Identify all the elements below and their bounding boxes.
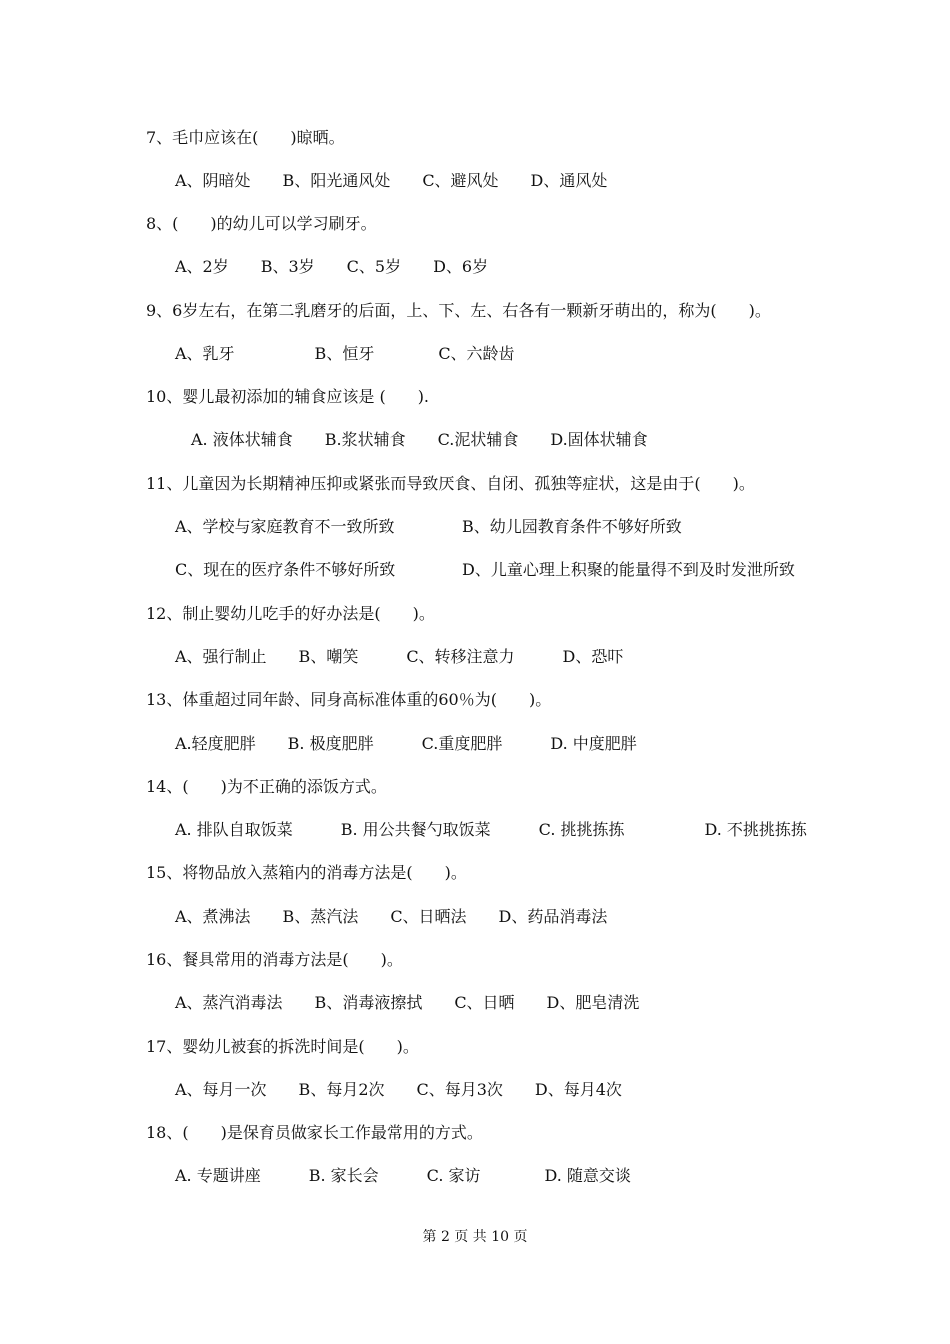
question-18-options: A. 专题讲座 B. 家长会 C. 家访 D. 随意交谈: [175, 1166, 631, 1185]
question-14-options: A. 排队自取饭菜 B. 用公共餐勺取饭菜 C. 挑挑拣拣 D. 不挑挑拣拣: [175, 820, 807, 839]
question-13-options: A.轻度肥胖 B. 极度肥胖 C.重度肥胖 D. 中度肥胖: [175, 734, 637, 753]
question-11-option-a: A、学校与家庭教育不一致所致: [175, 517, 395, 536]
question-16-options: A、蒸汽消毒法 B、消毒液擦拭 C、日晒 D、肥皂清洗: [175, 993, 640, 1012]
question-11-option-d: D、儿童心理上积聚的能量得不到及时发泄所致: [462, 560, 795, 579]
question-15: 15、将物品放入蒸箱内的消毒方法是( )。: [146, 863, 467, 882]
page-number-footer: 第 2 页 共 10 页: [422, 1229, 528, 1245]
question-8: 8、( )的幼儿可以学习刷牙。: [146, 214, 377, 233]
question-12: 12、制止婴幼儿吃手的好办法是( )。: [146, 604, 435, 623]
question-15-options: A、煮沸法 B、蒸汽法 C、日晒法 D、药品消毒法: [175, 907, 608, 926]
question-8-options: A、2岁 B、3岁 C、5岁 D、6岁: [175, 257, 489, 276]
question-7: 7、毛巾应该在( )晾晒。: [146, 128, 345, 147]
question-12-options: A、强行制止 B、嘲笑 C、转移注意力 D、恐吓: [175, 647, 624, 666]
question-18: 18、( )是保育员做家长工作最常用的方式。: [146, 1123, 483, 1142]
question-14: 14、( )为不正确的添饭方式。: [146, 777, 387, 796]
question-9: 9、6岁左右，在第二乳磨牙的后面，上、下、左、右各有一颗新牙萌出的，称为( )。: [146, 301, 771, 320]
question-9-options: A、乳牙 B、恒牙 C、六龄齿: [175, 344, 515, 363]
question-10-options: A. 液体状辅食 B.浆状辅食 C.泥状辅食 D.固体状辅食: [175, 430, 648, 449]
question-16: 16、餐具常用的消毒方法是( )。: [146, 950, 403, 969]
question-11: 11、儿童因为长期精神压抑或紧张而导致厌食、自闭、孤独等症状，这是由于( )。: [146, 474, 755, 493]
question-17: 17、婴幼儿被套的拆洗时间是( )。: [146, 1037, 419, 1056]
question-11-option-b: B、幼儿园教育条件不够好所致: [462, 517, 682, 536]
question-17-options: A、每月一次 B、每月2次 C、每月3次 D、每月4次: [175, 1080, 622, 1099]
question-10: 10、婴儿最初添加的辅食应该是 ( ).: [146, 387, 430, 406]
question-7-options: A、阴暗处 B、阳光通风处 C、避风处 D、通风处: [175, 171, 608, 190]
question-13: 13、体重超过同年龄、同身高标准体重的60％为( )。: [146, 690, 552, 709]
question-11-option-c: C、现在的医疗条件不够好所致: [175, 560, 396, 579]
